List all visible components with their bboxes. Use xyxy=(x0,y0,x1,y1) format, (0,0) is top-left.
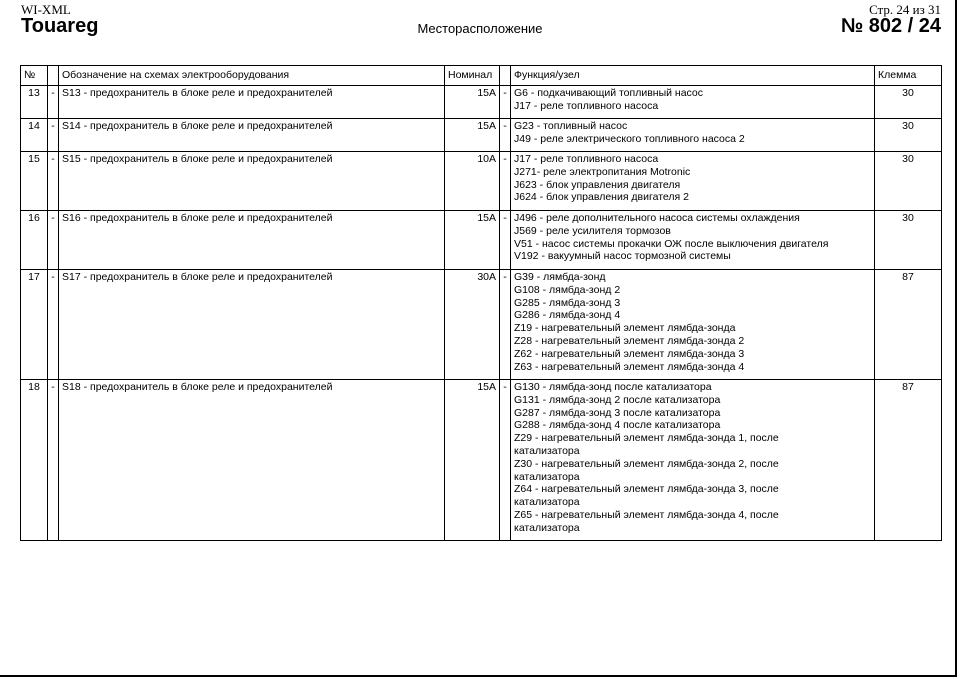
row-designation: S18 - предохранитель в блоке реле и предохранителей xyxy=(59,380,445,541)
model-title: Touareg xyxy=(21,15,99,37)
column-header-no: № xyxy=(21,66,48,86)
row-nominal: 15A xyxy=(445,380,500,541)
row-functions xyxy=(511,119,875,152)
row-functions xyxy=(511,270,875,380)
row-dash: - xyxy=(48,86,59,119)
page-title: Месторасположение xyxy=(417,21,543,36)
row-functions xyxy=(511,211,875,270)
page-counter: Стр. 24 из 31 xyxy=(869,2,941,17)
table-row xyxy=(21,119,942,152)
row-dash: - xyxy=(500,86,511,119)
function-line: J49 - реле электрического топливного насоса 2 xyxy=(514,132,745,145)
function-line: катализатора xyxy=(514,470,580,483)
row-terminal: 87 xyxy=(875,270,942,380)
function-line: G287 - лямбда-зонд 3 после катализатора xyxy=(514,406,721,419)
function-line: G6 - подкачивающий топливный насос xyxy=(514,87,703,99)
table-row xyxy=(21,86,942,119)
function-line: J17 - реле топливного насоса xyxy=(514,153,659,165)
row-dash: - xyxy=(48,380,59,541)
row-dash: - xyxy=(48,270,59,380)
row-dash: - xyxy=(48,119,59,152)
function-line: J496 - реле дополнительного насоса системы охлаждения xyxy=(514,212,800,224)
table-header-row xyxy=(21,66,942,86)
function-line: Z62 - нагревательный элемент лямбда-зонда 3 xyxy=(514,347,745,360)
function-line: Z63 - нагревательный элемент лямбда-зонда 4 xyxy=(514,360,745,373)
function-line: V51 - насос системы прокачки ОЖ после выключения двигателя xyxy=(514,237,829,250)
function-line: Z28 - нагревательный элемент лямбда-зонда 2 xyxy=(514,334,745,347)
row-nominal: 15A xyxy=(445,119,500,152)
row-dash: - xyxy=(500,119,511,152)
function-line: Z30 - нагревательный элемент лямбда-зонда 2, после xyxy=(514,457,779,470)
row-nominal: 15A xyxy=(445,86,500,119)
row-terminal: 30 xyxy=(875,119,942,152)
table-row xyxy=(21,380,942,541)
row-terminal: 30 xyxy=(875,211,942,270)
row-dash: - xyxy=(48,211,59,270)
source-label: WI-XML xyxy=(21,2,71,17)
row-designation: S16 - предохранитель в блоке реле и предохранителей xyxy=(59,211,445,270)
column-header-terminal: Клемма xyxy=(875,66,942,86)
function-line: J569 - реле усилителя тормозов xyxy=(514,224,671,237)
function-line: Z19 - нагревательный элемент лямбда-зонда xyxy=(514,322,736,335)
function-line: Z29 - нагревательный элемент лямбда-зонда 1, после xyxy=(514,432,779,445)
document-number: № 802 / 24 xyxy=(840,15,941,37)
function-line: катализатора xyxy=(514,496,580,509)
function-line: G285 - лямбда-зонд 3 xyxy=(514,296,621,309)
row-functions xyxy=(511,86,875,119)
function-line: G131 - лямбда-зонд 2 после катализатора xyxy=(514,393,721,406)
table-row xyxy=(21,152,942,211)
function-line: G130 - лямбда-зонд после катализатора xyxy=(514,381,712,393)
table-row xyxy=(21,270,942,380)
function-line: G286 - лямбда-зонд 4 xyxy=(514,309,621,322)
row-dash: - xyxy=(48,152,59,211)
function-line: катализатора xyxy=(514,521,580,534)
function-line: G108 - лямбда-зонд 2 xyxy=(514,283,621,296)
row-designation: S17 - предохранитель в блоке реле и предохранителей xyxy=(59,270,445,380)
row-designation: S14 - предохранитель в блоке реле и предохранителей xyxy=(59,119,445,152)
row-dash: - xyxy=(500,211,511,270)
column-header-function: Функция/узел xyxy=(511,66,875,86)
row-functions xyxy=(511,152,875,211)
row-number: 16 xyxy=(21,211,48,270)
function-line: Z65 - нагревательный элемент лямбда-зонда 4, после xyxy=(514,508,779,521)
function-line: G23 - топливный насос xyxy=(514,120,628,132)
row-designation: S15 - предохранитель в блоке реле и предохранителей xyxy=(59,152,445,211)
row-number: 14 xyxy=(21,119,48,152)
row-number: 15 xyxy=(21,152,48,211)
function-line: G39 - лямбда-зонд xyxy=(514,271,606,283)
table-row xyxy=(21,211,942,270)
row-designation: S13 - предохранитель в блоке реле и предохранителей xyxy=(59,86,445,119)
function-line: J623 - блок управления двигателя xyxy=(514,178,681,191)
column-header-spacer xyxy=(500,66,511,86)
function-line: J17 - реле топливного насоса xyxy=(514,99,659,112)
row-terminal: 30 xyxy=(875,152,942,211)
row-nominal: 10A xyxy=(445,152,500,211)
row-nominal: 15A xyxy=(445,211,500,270)
function-line: J271- реле электропитания Motronic xyxy=(514,165,691,178)
row-terminal: 30 xyxy=(875,86,942,119)
row-number: 17 xyxy=(21,270,48,380)
column-header-nominal: Номинал xyxy=(445,66,500,86)
function-line: J624 - блок управления двигателя 2 xyxy=(514,191,689,204)
row-dash: - xyxy=(500,380,511,541)
row-number: 18 xyxy=(21,380,48,541)
row-nominal: 30A xyxy=(445,270,500,380)
row-number: 13 xyxy=(21,86,48,119)
function-line: катализатора xyxy=(514,444,580,457)
fuse-location-table xyxy=(20,65,942,541)
row-dash: - xyxy=(500,270,511,380)
function-line: V192 - вакуумный насос тормозной системы xyxy=(514,250,731,263)
column-header-spacer xyxy=(48,66,59,86)
function-line: G288 - лямбда-зонд 4 после катализатора xyxy=(514,419,721,432)
row-dash: - xyxy=(500,152,511,211)
row-functions xyxy=(511,380,875,541)
column-header-designation: Обозначение на схемах электрооборудования xyxy=(59,66,445,86)
row-terminal: 87 xyxy=(875,380,942,541)
function-line: Z64 - нагревательный элемент лямбда-зонда 3, после xyxy=(514,483,779,496)
